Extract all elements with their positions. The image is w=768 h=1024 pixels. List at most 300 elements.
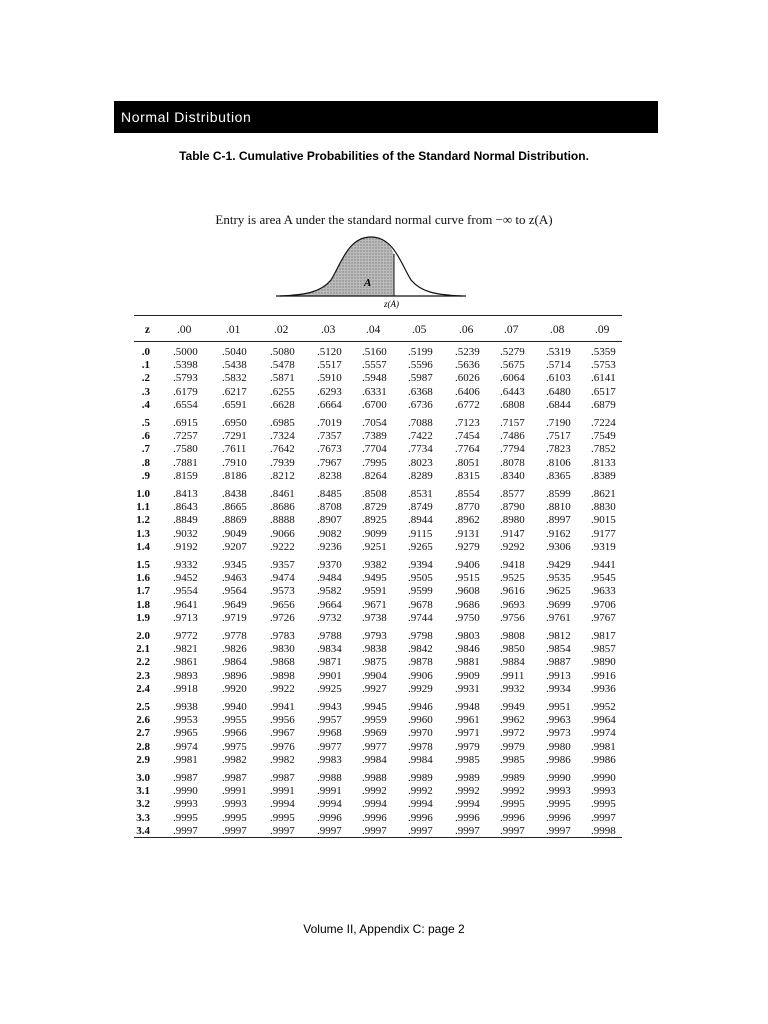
probability-cell: .9951 xyxy=(546,701,571,713)
z-row-label: 2.0 xyxy=(136,630,150,642)
probability-cell: .5832 xyxy=(222,372,247,385)
z-row-label: .3 xyxy=(141,385,150,398)
column-header: .08 xyxy=(550,324,565,336)
probability-cell: .9564 xyxy=(222,585,247,598)
probability-cell: .9032 xyxy=(173,527,198,540)
probability-cell: .8849 xyxy=(173,514,198,527)
probability-cell: .9099 xyxy=(362,527,387,540)
z-row-label: 1.0 xyxy=(136,488,150,500)
probability-cell: .9693 xyxy=(500,598,525,611)
probability-cell: .6026 xyxy=(455,372,480,385)
probability-cell: .8023 xyxy=(408,456,433,469)
probability-cell: .9986 xyxy=(546,753,571,766)
probability-cell: .9964 xyxy=(591,714,616,727)
probability-cell: .9957 xyxy=(317,714,342,727)
probability-cell: .9991 xyxy=(270,785,295,798)
probability-cell: .5239 xyxy=(455,346,480,358)
z-row-label: 1.6 xyxy=(136,572,150,585)
probability-cell: .9732 xyxy=(317,611,342,624)
probability-cell: .9993 xyxy=(546,785,571,798)
probability-cell: .9989 xyxy=(455,772,480,784)
probability-cell: .9995 xyxy=(500,798,525,811)
probability-cell: .9991 xyxy=(317,785,342,798)
probability-cell: .9738 xyxy=(362,611,387,624)
probability-cell: .9664 xyxy=(317,598,342,611)
probability-cell: .9582 xyxy=(317,585,342,598)
probability-cell: .7357 xyxy=(317,430,342,443)
probability-cell: .7611 xyxy=(222,443,247,456)
probability-cell: .6591 xyxy=(222,398,247,411)
probability-cell: .9990 xyxy=(173,785,198,798)
probability-cell: .9306 xyxy=(546,540,571,553)
probability-cell: .9994 xyxy=(362,798,387,811)
z-row-label: 3.3 xyxy=(136,811,150,824)
probability-cell: .6443 xyxy=(500,385,525,398)
probability-cell: .7704 xyxy=(362,443,387,456)
z-row-label: 2.4 xyxy=(136,682,150,695)
probability-cell: .7910 xyxy=(222,456,247,469)
probability-cell: .6480 xyxy=(546,385,571,398)
probability-cell: .9251 xyxy=(362,540,387,553)
probability-cell: .9772 xyxy=(173,630,198,642)
z-row-label: 1.2 xyxy=(136,514,150,527)
probability-cell: .9162 xyxy=(546,527,571,540)
z-column-header: z xyxy=(144,324,150,336)
z-row-label: .8 xyxy=(141,456,150,469)
probability-cell: .9686 xyxy=(455,598,480,611)
probability-cell: .9505 xyxy=(408,572,433,585)
probability-cell: .7642 xyxy=(270,443,295,456)
z-row-label: .5 xyxy=(141,417,150,429)
probability-cell: .6700 xyxy=(362,398,387,411)
entry-caption: Entry is area A under the standard normal curve from −∞ to z(A) xyxy=(215,212,553,227)
probability-cell: .9995 xyxy=(591,798,616,811)
probability-cell: .9975 xyxy=(222,740,247,753)
probability-cell: .9177 xyxy=(591,527,616,540)
probability-cell: .9946 xyxy=(408,701,433,713)
probability-cell: .7088 xyxy=(408,417,433,429)
probability-cell: .9884 xyxy=(500,656,525,669)
z-row-label: .1 xyxy=(141,359,150,372)
z-row-label: .9 xyxy=(141,469,150,482)
probability-cell: .9887 xyxy=(546,656,571,669)
probability-cell: .9812 xyxy=(546,630,571,642)
probability-cell: .9913 xyxy=(546,669,571,682)
probability-cell: .9995 xyxy=(173,811,198,824)
probability-cell: .9706 xyxy=(591,598,616,611)
probability-cell: .7486 xyxy=(500,430,525,443)
probability-cell: .6879 xyxy=(591,398,616,411)
probability-cell: .9279 xyxy=(455,540,480,553)
probability-cell: .9236 xyxy=(317,540,342,553)
probability-cell: .8980 xyxy=(500,514,525,527)
page-footer: Volume II, Appendix C: page 2 xyxy=(303,922,465,936)
probability-cell: .7324 xyxy=(270,430,295,443)
probability-cell: .8289 xyxy=(408,469,433,482)
probability-cell: .6554 xyxy=(173,398,198,411)
probability-cell: .9898 xyxy=(270,669,295,682)
probability-cell: .9992 xyxy=(455,785,480,798)
probability-cell: .9591 xyxy=(362,585,387,598)
probability-cell: .9761 xyxy=(546,611,571,624)
probability-cell: .9649 xyxy=(222,598,247,611)
probability-cell: .8340 xyxy=(500,469,525,482)
probability-cell: .9980 xyxy=(546,740,571,753)
probability-cell: .5793 xyxy=(173,372,198,385)
probability-cell: .9997 xyxy=(408,824,433,837)
probability-cell: .7823 xyxy=(546,443,571,456)
probability-cell: .9978 xyxy=(408,740,433,753)
probability-cell: .8907 xyxy=(317,514,342,527)
probability-cell: .9940 xyxy=(222,701,247,713)
probability-cell: .9932 xyxy=(500,682,525,695)
probability-cell: .9961 xyxy=(455,714,480,727)
probability-cell: .7995 xyxy=(362,456,387,469)
probability-cell: .9115 xyxy=(408,527,433,540)
probability-cell: .9861 xyxy=(173,656,198,669)
probability-cell: .9997 xyxy=(317,824,342,837)
z-row-label: 1.4 xyxy=(136,540,150,553)
probability-cell: .8106 xyxy=(546,456,571,469)
probability-cell: .7967 xyxy=(317,456,342,469)
probability-cell: .9993 xyxy=(173,798,198,811)
probability-cell: .9994 xyxy=(455,798,480,811)
probability-cell: .5753 xyxy=(591,359,616,372)
probability-cell: .9997 xyxy=(500,824,525,837)
probability-cell: .5557 xyxy=(362,359,387,372)
probability-cell: .8264 xyxy=(362,469,387,482)
probability-cell: .9850 xyxy=(500,643,525,656)
probability-cell: .9989 xyxy=(408,772,433,784)
probability-cell: .9788 xyxy=(317,630,342,642)
z-row-label: 2.7 xyxy=(136,727,150,740)
probability-cell: .9943 xyxy=(317,701,342,713)
probability-cell: .6664 xyxy=(317,398,342,411)
probability-cell: .9925 xyxy=(317,682,342,695)
probability-cell: .9934 xyxy=(546,682,571,695)
probability-cell: .9222 xyxy=(270,540,295,553)
probability-cell: .5910 xyxy=(317,372,342,385)
probability-cell: .9750 xyxy=(455,611,480,624)
probability-cell: .9909 xyxy=(455,669,480,682)
probability-cell: .9994 xyxy=(317,798,342,811)
probability-cell: .9988 xyxy=(317,772,342,784)
column-header: .03 xyxy=(321,324,336,336)
probability-cell: .9868 xyxy=(270,656,295,669)
probability-cell: .9941 xyxy=(270,701,295,713)
probability-cell: .9699 xyxy=(546,598,571,611)
z-row-label: 1.5 xyxy=(136,559,150,571)
probability-cell: .9370 xyxy=(317,559,342,571)
probability-cell: .9854 xyxy=(546,643,571,656)
probability-cell: .9357 xyxy=(270,559,295,571)
z-row-label: 2.9 xyxy=(136,753,150,766)
probability-cell: .9192 xyxy=(173,540,198,553)
probability-cell: .7517 xyxy=(546,430,571,443)
probability-cell: .9992 xyxy=(362,785,387,798)
probability-cell: .9979 xyxy=(500,740,525,753)
probability-cell: .9990 xyxy=(546,772,571,784)
probability-cell: .9997 xyxy=(546,824,571,837)
probability-cell: .6808 xyxy=(500,398,525,411)
probability-cell: .9452 xyxy=(173,572,198,585)
probability-cell: .9474 xyxy=(270,572,295,585)
probability-cell: .9484 xyxy=(317,572,342,585)
probability-cell: .9945 xyxy=(362,701,387,713)
probability-cell: .9463 xyxy=(222,572,247,585)
probability-cell: .9920 xyxy=(222,682,247,695)
probability-cell: .9983 xyxy=(317,753,342,766)
probability-cell: .7291 xyxy=(222,430,247,443)
probability-cell: .9082 xyxy=(317,527,342,540)
probability-cell: .6103 xyxy=(546,372,571,385)
probability-cell: .9066 xyxy=(270,527,295,540)
column-header: .06 xyxy=(459,324,474,336)
probability-cell: .6772 xyxy=(455,398,480,411)
z-row-label: 1.3 xyxy=(136,527,150,540)
probability-cell: .7734 xyxy=(408,443,433,456)
z-row-label: .0 xyxy=(141,346,150,358)
probability-cell: .9992 xyxy=(408,785,433,798)
probability-cell: .9996 xyxy=(408,811,433,824)
probability-cell: .9992 xyxy=(500,785,525,798)
probability-cell: .9904 xyxy=(362,669,387,682)
probability-cell: .9984 xyxy=(408,753,433,766)
probability-cell: .5675 xyxy=(500,359,525,372)
probability-cell: .8621 xyxy=(591,488,616,500)
probability-cell: .9962 xyxy=(500,714,525,727)
z-row-label: 1.7 xyxy=(136,585,150,598)
column-header: .04 xyxy=(366,324,381,336)
probability-cell: .6331 xyxy=(362,385,387,398)
probability-cell: .8051 xyxy=(455,456,480,469)
probability-cell: .8830 xyxy=(591,501,616,514)
probability-cell: .9968 xyxy=(317,727,342,740)
probability-cell: .9973 xyxy=(546,727,571,740)
probability-cell: .9987 xyxy=(173,772,198,784)
probability-cell: .8944 xyxy=(408,514,433,527)
probability-cell: .7389 xyxy=(362,430,387,443)
probability-cell: .8212 xyxy=(270,469,295,482)
probability-cell: .9382 xyxy=(362,559,387,571)
probability-cell: .9927 xyxy=(362,682,387,695)
z-row-label: .2 xyxy=(141,372,150,385)
probability-cell: .8665 xyxy=(222,501,247,514)
probability-cell: .9871 xyxy=(317,656,342,669)
probability-cell: .6985 xyxy=(270,417,295,429)
probability-cell: .9977 xyxy=(317,740,342,753)
probability-cell: .8365 xyxy=(546,469,571,482)
probability-cell: .9633 xyxy=(591,585,616,598)
probability-cell: .9929 xyxy=(408,682,433,695)
probability-cell: .9441 xyxy=(591,559,616,571)
probability-cell: .5478 xyxy=(270,359,295,372)
probability-cell: .9982 xyxy=(270,753,295,766)
probability-cell: .8925 xyxy=(362,514,387,527)
column-header: .00 xyxy=(177,324,192,336)
probability-cell: .9901 xyxy=(317,669,342,682)
probability-cell: .9967 xyxy=(270,727,295,740)
probability-cell: .9987 xyxy=(222,772,247,784)
probability-cell: .8159 xyxy=(173,469,198,482)
probability-cell: .7454 xyxy=(455,430,480,443)
probability-cell: .6915 xyxy=(173,417,198,429)
probability-cell: .9678 xyxy=(408,598,433,611)
probability-cell: .8729 xyxy=(362,501,387,514)
probability-cell: .9976 xyxy=(270,740,295,753)
probability-cell: .9616 xyxy=(500,585,525,598)
probability-cell: .5080 xyxy=(270,346,295,358)
probability-cell: .9996 xyxy=(546,811,571,824)
column-header: .02 xyxy=(274,324,289,336)
probability-cell: .6368 xyxy=(408,385,433,398)
probability-cell: .9656 xyxy=(270,598,295,611)
probability-cell: .9292 xyxy=(500,540,525,553)
probability-cell: .7019 xyxy=(317,417,342,429)
probability-cell: .5160 xyxy=(362,346,387,358)
probability-cell: .9974 xyxy=(173,740,198,753)
probability-cell: .7673 xyxy=(317,443,342,456)
z-row-label: 2.5 xyxy=(136,701,150,713)
probability-cell: .9996 xyxy=(362,811,387,824)
probability-cell: .9625 xyxy=(546,585,571,598)
probability-cell: .9948 xyxy=(455,701,480,713)
probability-cell: .9959 xyxy=(362,714,387,727)
probability-cell: .9918 xyxy=(173,682,198,695)
probability-cell: .8708 xyxy=(317,501,342,514)
probability-cell: .9726 xyxy=(270,611,295,624)
probability-cell: .9608 xyxy=(455,585,480,598)
probability-cell: .6217 xyxy=(222,385,247,398)
probability-cell: .9495 xyxy=(362,572,387,585)
probability-cell: .5000 xyxy=(173,346,198,358)
probability-cell: .9988 xyxy=(362,772,387,784)
probability-cell: .9778 xyxy=(222,630,247,642)
probability-cell: .5199 xyxy=(408,346,433,358)
probability-cell: .9995 xyxy=(270,811,295,824)
probability-cell: .7190 xyxy=(546,417,571,429)
probability-cell: .6293 xyxy=(317,385,342,398)
probability-cell: .8315 xyxy=(455,469,480,482)
probability-cell: .9984 xyxy=(362,753,387,766)
area-label: A xyxy=(364,277,372,289)
probability-cell: .8810 xyxy=(546,501,571,514)
z-row-label: 3.1 xyxy=(136,785,150,798)
probability-cell: .9713 xyxy=(173,611,198,624)
probability-cell: .5398 xyxy=(173,359,198,372)
probability-cell: .9207 xyxy=(222,540,247,553)
probability-cell: .5040 xyxy=(222,346,247,358)
probability-cell: .8186 xyxy=(222,469,247,482)
z-row-label: 3.0 xyxy=(136,772,150,784)
probability-cell: .6844 xyxy=(546,398,571,411)
probability-cell: .6517 xyxy=(591,385,616,398)
z-row-label: 2.2 xyxy=(136,656,150,669)
probability-cell: .5120 xyxy=(317,346,342,358)
probability-cell: .9671 xyxy=(362,598,387,611)
probability-cell: .7123 xyxy=(455,417,480,429)
probability-cell: .9970 xyxy=(408,727,433,740)
probability-cell: .9985 xyxy=(500,753,525,766)
probability-cell: .9977 xyxy=(362,740,387,753)
probability-cell: .9864 xyxy=(222,656,247,669)
probability-cell: .9994 xyxy=(408,798,433,811)
probability-cell: .5319 xyxy=(546,346,571,358)
probability-cell: .9842 xyxy=(408,643,433,656)
probability-cell: .8962 xyxy=(455,514,480,527)
probability-cell: .9830 xyxy=(270,643,295,656)
probability-cell: .7422 xyxy=(408,430,433,443)
probability-cell: .7881 xyxy=(173,456,198,469)
probability-cell: .9994 xyxy=(270,798,295,811)
probability-cell: .9993 xyxy=(591,785,616,798)
probability-cell: .9991 xyxy=(222,785,247,798)
probability-cell: .9515 xyxy=(455,572,480,585)
z-row-label: 2.1 xyxy=(136,643,150,656)
probability-cell: .5948 xyxy=(362,372,387,385)
probability-cell: .7257 xyxy=(173,430,198,443)
probability-cell: .8531 xyxy=(408,488,433,500)
probability-cell: .9554 xyxy=(173,585,198,598)
probability-cell: .8997 xyxy=(546,514,571,527)
probability-cell: .9147 xyxy=(500,527,525,540)
probability-cell: .9875 xyxy=(362,656,387,669)
probability-cell: .9987 xyxy=(270,772,295,784)
probability-cell: .8413 xyxy=(173,488,198,500)
z-row-label: 2.6 xyxy=(136,714,150,727)
column-header: .09 xyxy=(595,324,610,336)
z-row-label: .6 xyxy=(141,430,150,443)
probability-cell: .9982 xyxy=(222,753,247,766)
z-row-label: .4 xyxy=(141,398,150,411)
probability-cell: .9319 xyxy=(591,540,616,553)
probability-cell: .7549 xyxy=(591,430,616,443)
probability-cell: .9952 xyxy=(591,701,616,713)
probability-cell: .9986 xyxy=(591,753,616,766)
probability-cell: .9985 xyxy=(455,753,480,766)
probability-cell: .9418 xyxy=(500,559,525,571)
probability-cell: .5636 xyxy=(455,359,480,372)
z-axis-label: z(A) xyxy=(384,299,399,309)
probability-cell: .8577 xyxy=(500,488,525,500)
probability-cell: .9997 xyxy=(270,824,295,837)
probability-cell: .9890 xyxy=(591,656,616,669)
probability-cell: .7794 xyxy=(500,443,525,456)
column-header: .07 xyxy=(504,324,519,336)
probability-cell: .9922 xyxy=(270,682,295,695)
probability-cell: .5871 xyxy=(270,372,295,385)
probability-cell: .7852 xyxy=(591,443,616,456)
probability-cell: .9857 xyxy=(591,643,616,656)
z-row-label: 1.9 xyxy=(136,611,150,624)
probability-cell: .7157 xyxy=(500,417,525,429)
probability-cell: .6141 xyxy=(591,372,616,385)
probability-cell: .8508 xyxy=(362,488,387,500)
probability-cell: .9993 xyxy=(222,798,247,811)
probability-cell: .6255 xyxy=(270,385,295,398)
probability-cell: .8643 xyxy=(173,501,198,514)
probability-cell: .9997 xyxy=(455,824,480,837)
probability-cell: .9793 xyxy=(362,630,387,642)
probability-cell: .9995 xyxy=(546,798,571,811)
probability-cell: .9972 xyxy=(500,727,525,740)
probability-cell: .9911 xyxy=(500,669,525,682)
probability-cell: .9744 xyxy=(408,611,433,624)
column-header: .05 xyxy=(412,324,427,336)
probability-cell: .9955 xyxy=(222,714,247,727)
probability-cell: .5987 xyxy=(408,372,433,385)
probability-cell: .9969 xyxy=(362,727,387,740)
